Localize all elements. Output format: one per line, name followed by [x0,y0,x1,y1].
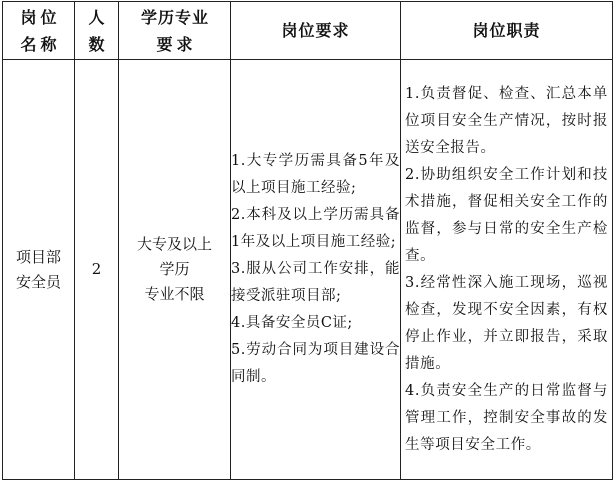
header-responsibilities: 岗位职责 [401,2,613,60]
table-row [3,60,613,480]
cell-responsibilities [401,60,613,480]
header-headcount: 人 数 [75,2,119,60]
requirement-item: 1.大专学历需具备5年及以上项目施工经验; [231,153,400,196]
header-requirements: 岗位要求 [231,2,401,60]
job-requirements-table [2,1,613,480]
responsibility-item: 2.协助组织安全工作计划和技术措施，督促相关安全工作的监督，参与日常的安全生产检查。 [405,166,608,264]
responsibility-item: 4.负责安全生产的日常监督与管理工作，控制安全事故的发生等项目安全工作。 [405,382,608,453]
header-education: 学历专业 要求 [119,2,231,60]
header-position-name: 岗位 名称 [3,2,75,60]
responsibility-item: 3.经常性深入施工现场，巡视检查，发现不安全因素，有权停止作业，并立即报告，采取措施。 [405,274,608,372]
table-header-row [3,2,613,60]
requirement-item: 4.具备安全员C证; [231,315,353,331]
requirement-item: 5.劳动合同为项目建设合同制。 [231,342,400,385]
responsibility-item: 1.负责督促、检查、汇总本单位项目安全生产情况，按时报送安全报告。 [405,85,608,156]
cell-education: 大专及以上 学历 专业不限 [119,60,231,480]
cell-position-name: 项目部 安全员 [3,60,75,480]
cell-headcount: 2 [75,60,119,480]
cell-requirements [231,60,401,480]
requirement-item: 3.服从公司工作安排，能接受派驻项目部; [231,261,400,304]
requirement-item: 2.本科及以上学历需具备1年及以上项目施工经验; [231,207,400,250]
